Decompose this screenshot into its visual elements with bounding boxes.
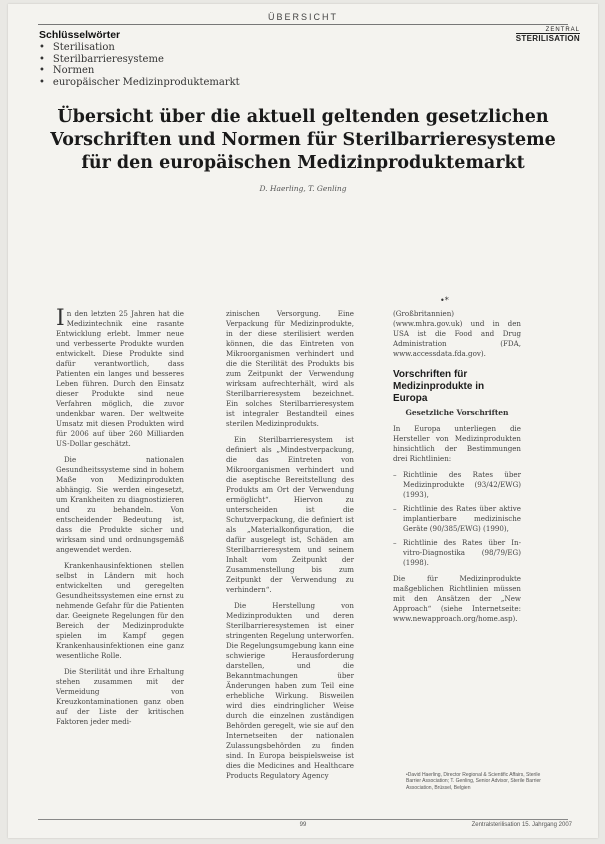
paragraph: zinischen Versorgung. Eine Verpackung für Medizinprodukte, in der diese sterilisiert werden können, die das Eintreten von Mikroorganismen verhindert und die die Sterilität des Produkts bis zum Zeitpunkt der Verwendung wirksam aufrechterhält, wird als Sterilbarrieresystem bezeichnet. Ein solches Sterilbarrieresystem ist integraler Bestandteil eines sterilen Medizinprodukts. xyxy=(226,309,354,428)
directive-list xyxy=(393,470,521,568)
text-column-2 xyxy=(226,309,354,787)
keyword-item: • Normen xyxy=(39,65,339,77)
paragraph: Krankenhausinfektionen stellen selbst in Ländern mit hoch entwickelten und geregelten Gesundheitssystemen eine ernst zu nehmende Gefahr für die Patienten dar. Geeignete Regelungen für den Bereich der Medizinprodukte spielen im Kampf gegen Krankenhausinfektionen eine ganz wesentliche Rolle. xyxy=(56,561,184,660)
paragraph: Die Sterilität und ihre Erhaltung stehen zusammen mit der Vermeidung von Kreuzkontaminationen ganz oben auf der Liste der kritischen Faktoren jeder medi- xyxy=(56,667,184,726)
header-rule xyxy=(38,24,568,25)
paragraph: Die nationalen Gesundheitssysteme sind in hohem Maße von Medizinprodukten abhängig. Sie werden eingesetzt, um Krankheiten zu diagnostizieren und zu behandeln. Von entscheidender Bedeutung ist, dass die Produkte sicher und wirksam sind und ordnungsgemäß angewendet werden. xyxy=(56,455,184,554)
keyword-item: • Sterilbarrieresysteme xyxy=(39,54,339,66)
footer-rule xyxy=(38,819,568,820)
title-line: Vorschriften und Normen für Sterilbarrieresysteme xyxy=(50,130,556,150)
paragraph: Die für Medizinprodukte maßgeblichen Richtlinien müssen mit den Ansätzen der „New Approach“ (siehe Internetseite: www.newapproach.org/home.asp). xyxy=(393,574,521,623)
keyword-item: • Sterilisation xyxy=(39,42,339,54)
paragraph: Die Herstellung von Medizinprodukten und deren Sterilbarrieresystemen ist einer stringenten Regelung unterworfen. Die Regelungsumgebung kann eine schwierige Herausforderung darstellen, und die Bekanntmachungen über Änderungen haben zum Teil eine erhebliche Wirkung. Bisweilen wird dies eindringlicher Weise durch die einzelnen zuständigen Behörden geregelt, wie sie auf den Internetseiten der nationalen Zulassungsbehörden zu finden sind. In Europa beispielsweise ist dies die Medicines and Healthcare Products Regulatory Agency xyxy=(226,601,354,780)
directive-item: – Richtlinie des Rates über Medizinprodukte (93/42/EWG) (1993), xyxy=(393,470,521,500)
article-title xyxy=(8,106,598,175)
directive-item: – Richtlinie des Rates über aktive implantierbare medizinische Geräte (90/385/EWG) (1990), xyxy=(393,504,521,534)
title-line: für den europäischen Medizinproduktemarkt xyxy=(81,153,525,173)
logo-top-line: ZENTRAL xyxy=(516,27,580,34)
logo-main-line: STERILISATION xyxy=(515,34,580,43)
paragraph xyxy=(56,306,184,449)
section-header: ÜBERSICHT xyxy=(267,12,338,22)
text-column-3 xyxy=(393,309,521,630)
article-authors: D. Haerling, T. Genling xyxy=(259,184,347,193)
document-page xyxy=(8,4,598,838)
keyword-item: • europäischer Medizinproduktemarkt xyxy=(39,77,339,89)
paragraph: Ein Sterilbarrieresystem ist definiert als „Mindestverpackung, die das Eintreten von Mikroorganismen verhindert und die aseptische Bereitstellung des Produkts am Ort der Verwendung ermöglicht“. Hiervon zu unterscheiden ist die Schutzverpackung, die definiert ist als „Materialkonfiguration, die dafür ausgelegt ist, Schäden am Sterilbarrieresystem und seinem Inhalt vom Zeitpunkt der Zusammenstellung bis zum Zeitpunkt der Verwendung zu verhindern“. xyxy=(226,435,354,594)
journal-footer: Zentralsterilisation 15. Jahrgang 2007 xyxy=(471,822,572,828)
page-number: 99 xyxy=(299,822,307,828)
keywords-box xyxy=(39,29,339,88)
paragraph: (Großbritannien) (www.mhra.gov.uk) und in den USA ist die Food and Drug Administration (FDA, www.accessdata.fda.gov). xyxy=(393,309,521,358)
keywords-list xyxy=(39,42,339,88)
directive-item: – Richtlinie des Rates über In-vitro-Diagnostika (98/79/EG) (1998). xyxy=(393,538,521,568)
text-column-1 xyxy=(56,306,184,733)
title-line: Übersicht über die aktuell geltenden gesetzlichen xyxy=(57,107,549,127)
author-affiliation: • David Haerling, Director Regional & Scientific Affairs, Sterile Barrier Association; T. Genling, Senior Advisor, Sterile Barrier Association, Brüssel, Belgien xyxy=(406,772,556,791)
subsection-heading: Gesetzliche Vorschriften xyxy=(405,408,509,417)
section-heading: Vorschriften für Medizinprodukte in Europa xyxy=(393,369,485,404)
keywords-title: Schlüsselwörter xyxy=(39,29,121,41)
journal-logo xyxy=(516,27,580,43)
paragraph-text: n den letzten 25 Jahren hat die Medizintechnik eine rasante Entwicklung erlebt. Immer neue und verbesserte Produkte wurden entwickelt. Diese Produkte sind dafür verantwortlich, dass Patienten ein langes und besseres Leben führen. Durch den Einsatz dieser Produkte sind neue Verfahren möglich, die zuvor undenkbar waren. Der weltweite Umsatz mit diesen Produkten wird für 2006 auf über 260 Milliarden US-Dollar geschätzt. xyxy=(56,309,184,448)
drop-cap: I xyxy=(56,306,65,331)
paragraph: In Europa unterliegen die Hersteller von Medizinprodukten hinsichtlich der Bestimmungen drei Richtlinien: xyxy=(393,424,521,463)
footnote-marker: •* xyxy=(440,296,449,305)
